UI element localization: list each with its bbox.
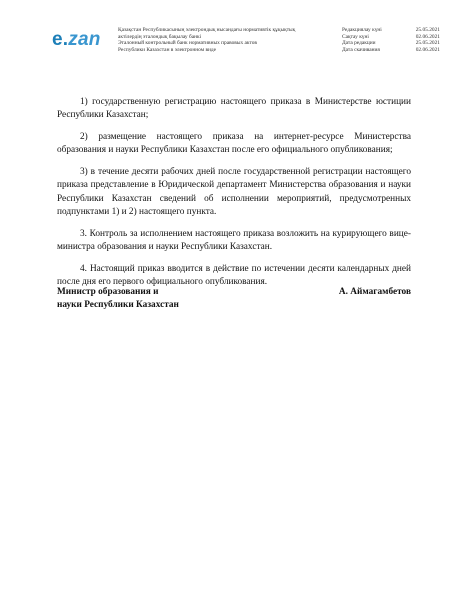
meta-label: Редакциялау күні <box>342 27 382 33</box>
document-body <box>57 96 411 298</box>
meta-row <box>342 27 440 34</box>
paragraph: 4. Настоящий приказ вводится в действие по истечении десяти календарных дней после дня его первого официального опубликования. <box>57 263 411 287</box>
signatory-name: А. Аймагамбетов <box>338 287 411 297</box>
meta-value: 25.05.2021 <box>415 40 440 47</box>
meta-row <box>342 47 440 54</box>
paragraph: 1) государственную регистрацию настоящего приказа в Министерстве юстиции Республики Казахстан; <box>57 97 411 121</box>
meta-row <box>342 34 440 41</box>
document-header <box>52 27 440 55</box>
meta-value: 02.06.2021 <box>415 33 440 40</box>
header-description <box>118 27 330 54</box>
paragraph: 3) в течение десяти рабочих дней после государственной регистрации настоящего приказа представление в Юридической департамент Министерства образования и науки Республики Казахстан сведений об исполнении мероприятий, предусмотренных подпунктами 1) и 2) настоящего пункта. <box>57 167 411 217</box>
ezan-logo <box>52 29 108 51</box>
meta-row <box>342 40 440 47</box>
header-line: Республики Казахстан в электронном виде <box>118 47 217 54</box>
header-line: актілердің эталондық бақылау банкі <box>118 33 202 40</box>
logo-dot: . <box>62 29 69 50</box>
meta-value: 02.06.2021 <box>415 47 440 54</box>
meta-value: 25.05.2021 <box>415 27 440 33</box>
signatory-title-line: науки Республики Казахстан <box>57 299 179 310</box>
logo-prefix: e <box>52 29 63 50</box>
header-line: Қазақстан Республикасының электрондық нысандағы нормативтік құқықтық <box>118 27 296 33</box>
logo-rest: zan <box>68 29 101 50</box>
meta-label: Дата скачивания <box>342 47 380 54</box>
signatory-title-line: Министр образования и <box>57 287 159 297</box>
header-line: Эталонный контрольный банк нормативных правовых актов <box>118 40 257 47</box>
paragraph: 3. Контроль за исполнением настоящего приказа возложить на курирующего вице-министра образования и науки Республики Казахстан. <box>57 228 411 252</box>
signatory-title <box>57 286 179 312</box>
header-meta <box>342 27 440 54</box>
paragraph: 2) размещение настоящего приказа на интернет-ресурсе Министерства образования и науки Республики Казахстан после его официального опубликования; <box>57 132 411 156</box>
meta-label: Сақтау күні <box>342 33 369 40</box>
meta-label: Дата редакции <box>342 40 376 47</box>
